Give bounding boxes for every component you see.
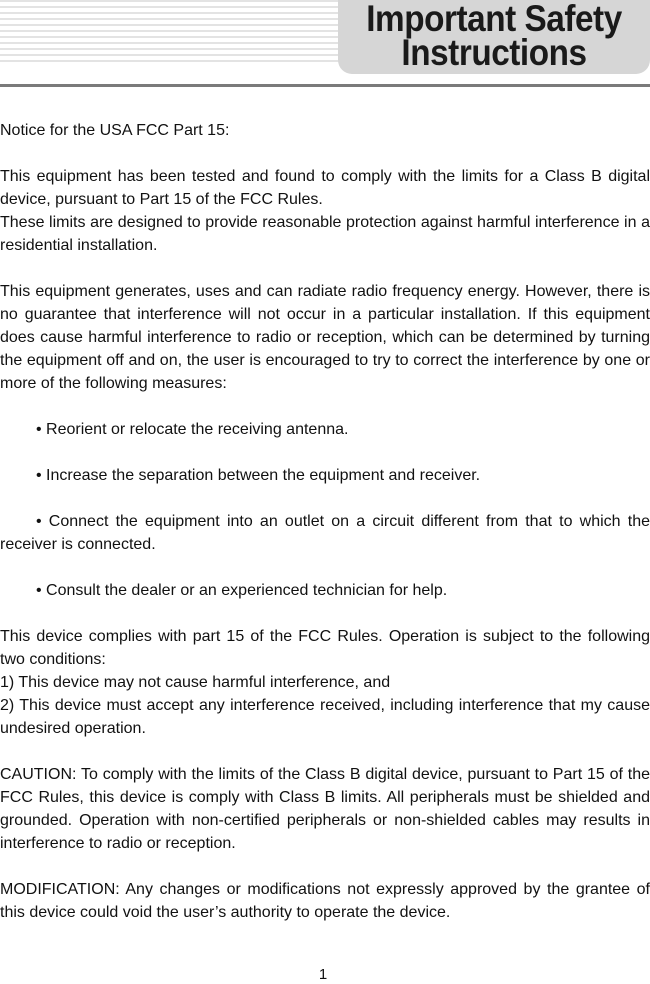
caution-paragraph: CAUTION: To comply with the limits of the Class B digital device, pursuant to Part 15 of the FCC Rules, this device is comply with Class B limits. All peripherals must be shielded and grounded. Operation with non-certified peripherals or non-shielded cables may results in interference to radio or reception. [0,766,650,852]
conditions-intro: This device complies with part 15 of the FCC Rules. Operation is subject to the following two conditions: [0,628,650,668]
page-title [354,0,635,73]
list-item: • Reorient or relocate the receiving antenna. [36,421,349,438]
title-box [338,0,650,74]
limits-paragraph: These limits are designed to provide reasonable protection against harmful interference in a residential installation. [0,214,650,254]
interference-paragraph: This equipment generates, uses and can radiate radio frequency energy. However, there is no guarantee that interference will not occur in a particular installation. If this equipment does cause harmful interference to radio or reception, which can be determined by turning the equipment off and on, the user is encouraged to try to correct the interference by one or more of the following measures: [0,283,650,392]
document-body [0,119,650,947]
list-item: • Consult the dealer or an experienced technician for help. [36,582,448,599]
list-item: • Connect the equipment into an outlet on a circuit different from that to which the receiver is connected. [0,513,650,553]
title-line-2: Instructions [401,32,587,73]
modification-paragraph: MODIFICATION: Any changes or modifications not expressly approved by the grantee of this device could void the user’s authority to operate the device. [0,881,650,921]
title-line-1: Important Safety [366,0,622,39]
page-header [0,0,650,88]
page-number [0,966,650,984]
page-number-text: 1 [318,966,328,983]
header-divider [0,84,650,87]
compliance-paragraph: This equipment has been tested and found to comply with the limits for a Class B digital device, pursuant to Part 15 of the FCC Rules. [0,168,650,208]
condition-1: 1) This device may not cause harmful interference, and [0,674,391,691]
list-item: • Increase the separation between the equipment and receiver. [36,467,481,484]
condition-2: 2) This device must accept any interference received, including interference that my cause undesired operation. [0,697,650,737]
measures-list [0,418,650,602]
notice-heading: Notice for the USA FCC Part 15: [0,122,230,139]
header-stripe-decoration [0,0,370,66]
